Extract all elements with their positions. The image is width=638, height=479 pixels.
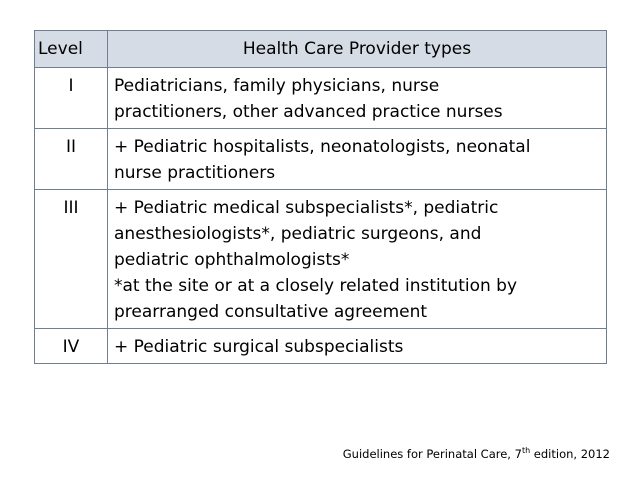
provider-types-line: + Pediatric medical subspecialists*, pediatric (114, 198, 499, 218)
provider-types-cell (108, 190, 607, 329)
provider-levels-table (34, 30, 607, 364)
level-cell: IV (35, 329, 108, 364)
provider-types-line: anesthesiologists*, pediatric surgeons, and (114, 224, 482, 244)
provider-types-line: practitioners, other advanced practice nurses (114, 102, 503, 122)
provider-types-line: pediatric ophthalmologists* (114, 250, 350, 270)
provider-types-cell (108, 129, 607, 190)
source-citation (343, 447, 610, 461)
header-level: Level (35, 31, 108, 68)
header-provider-types: Health Care Provider types (108, 31, 607, 68)
provider-types-cell (108, 329, 607, 364)
level-cell: II (35, 129, 108, 190)
table-row (35, 68, 607, 129)
provider-types-line: *at the site or at a closely related institution by (114, 276, 518, 296)
citation-text-end: edition, 2012 (530, 447, 610, 461)
table-header-row (35, 31, 607, 68)
level-cell: III (35, 190, 108, 329)
citation-text: Guidelines for Perinatal Care, 7 (342, 447, 522, 461)
provider-types-line: + Pediatric surgical subspecialists (114, 337, 404, 357)
table-row (35, 129, 607, 190)
provider-types-line: + Pediatric hospitalists, neonatologists, neonatal (114, 137, 531, 157)
table-row (35, 190, 607, 329)
table-row (35, 329, 607, 364)
provider-types-line: nurse practitioners (114, 163, 276, 183)
citation-superscript: th (521, 446, 531, 456)
provider-types-cell (108, 68, 607, 129)
provider-types-line: Pediatricians, family physicians, nurse (114, 76, 440, 96)
provider-types-line: prearranged consultative agreement (114, 302, 428, 322)
level-cell: I (35, 68, 108, 129)
